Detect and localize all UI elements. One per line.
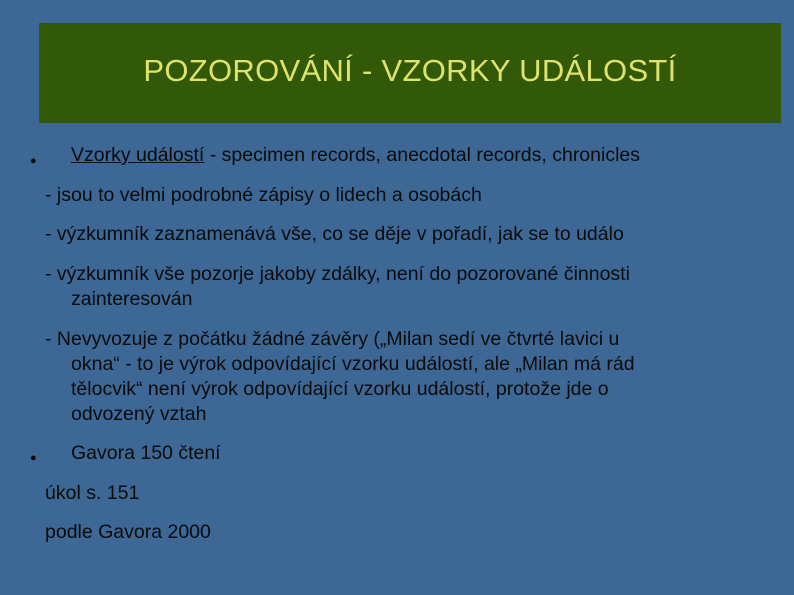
text-line-nevyvozuje-cont-2: tělocvik“ není výrok odpovídající vzorku událostí, protože jde o xyxy=(71,378,609,400)
text-line-pozoruje: - výzkumník vše pozorje jakoby zdálky, není do pozorované činnosti xyxy=(45,263,630,285)
text-line-nevyvozuje: - Nevyvozuje z počátku žádné závěry („Milan sedí ve čtvrté lavici u xyxy=(45,328,620,350)
text-line-pozoruje-cont: zainteresován xyxy=(71,288,193,310)
vzorky-description: - specimen records, anecdotal records, chronicles xyxy=(204,144,641,166)
text-line-zapisy: - jsou to velmi podrobné zápisy o lidech a osobách xyxy=(45,184,482,206)
text-line-zaznamenava: - výzkumník zaznamenává vše, co se děje v pořadí, jak se to událo xyxy=(45,223,624,245)
vzorky-udalosti-link-text: Vzorky událostí xyxy=(71,144,205,166)
text-line-podle-gavora: podle Gavora 2000 xyxy=(45,521,211,543)
bullet-item-gavora: Gavora 150 čtení xyxy=(71,442,221,464)
slide-title: POZOROVÁNÍ - VZORKY UDÁLOSTÍ xyxy=(143,53,677,88)
bullet-item-vzorky xyxy=(71,143,640,167)
bullet-icon: ● xyxy=(30,155,37,167)
bullet-icon: ● xyxy=(30,452,37,464)
text-line-ukol: úkol s. 151 xyxy=(45,482,140,504)
text-line-nevyvozuje-cont-1: okna“ - to je výrok odpovídající vzorku událostí, ale „Milan má rád xyxy=(71,353,635,375)
text-line-nevyvozuje-cont-3: odvozený vztah xyxy=(71,403,207,425)
